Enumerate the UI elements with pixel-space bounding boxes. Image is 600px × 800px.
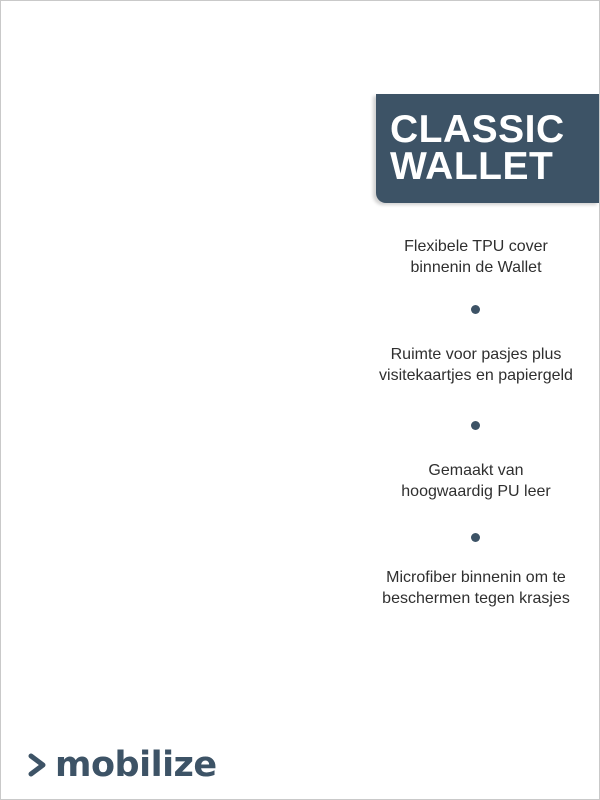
feature-text: Flexibele TPU cover: [404, 238, 548, 255]
chevron-right-icon: [25, 752, 51, 778]
feature-text: Gemaakt van: [428, 462, 524, 479]
feature-item: [376, 460, 576, 502]
title-line-1: CLASSIC: [390, 108, 565, 151]
feature-text: Ruimte voor pasjes plus: [390, 346, 562, 363]
feature-text: visitekaartjes en papiergeld: [379, 367, 573, 384]
feature-text: Microfiber binnenin om te: [386, 569, 566, 586]
brand-logo: [25, 743, 217, 787]
brand-name: mobilize: [55, 745, 217, 785]
title-line-2: WALLET: [390, 145, 554, 188]
bullet-dot: [471, 305, 480, 314]
product-title: [390, 108, 565, 188]
bullet-dot: [471, 421, 480, 430]
feature-item: [376, 236, 576, 278]
feature-item: [376, 344, 576, 386]
title-banner: [376, 94, 600, 203]
feature-item: [376, 567, 576, 609]
feature-text: binnenin de Wallet: [410, 259, 542, 276]
feature-text: beschermen tegen krasjes: [382, 590, 570, 607]
feature-text: hoogwaardig PU leer: [401, 483, 551, 500]
bullet-dot: [471, 533, 480, 542]
